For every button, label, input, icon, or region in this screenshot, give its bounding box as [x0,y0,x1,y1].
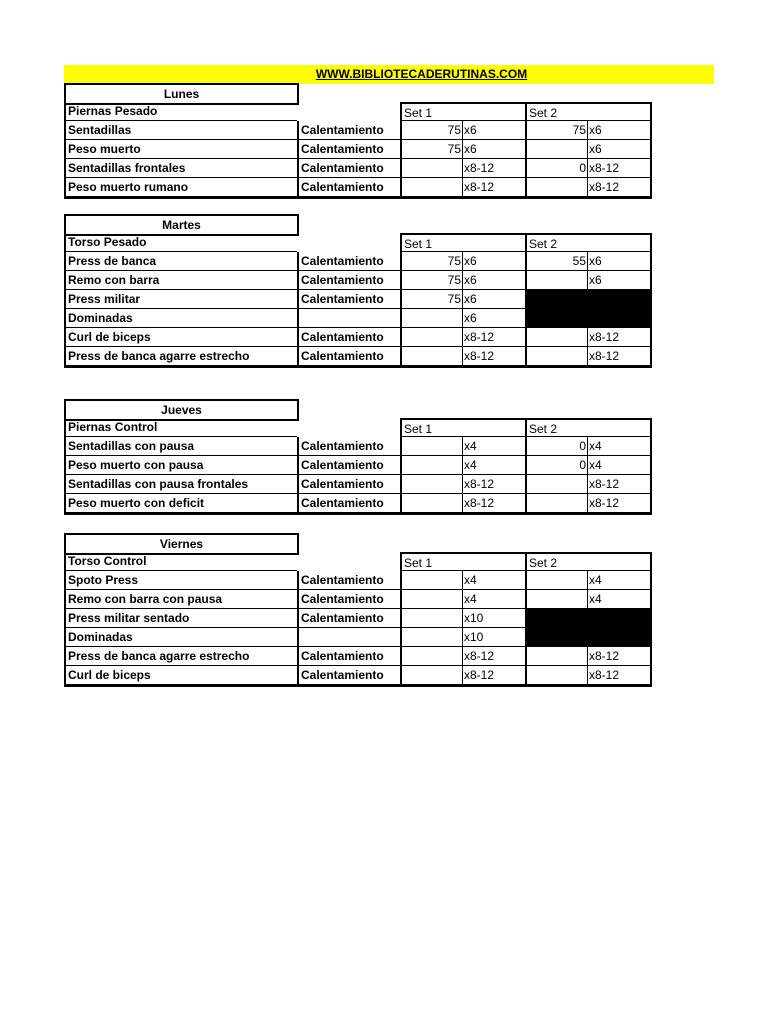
warmup-cell: Calentamiento [297,456,400,475]
day-title: Martes [64,214,299,236]
warmup-cell: Calentamiento [297,328,400,347]
exercise-name: Press militar sentado [64,609,297,628]
set2-blocked-cell [587,609,652,628]
set2-reps: x8-12 [587,647,652,666]
set1-header: Set 1 [400,418,525,437]
exercise-name: Press de banca agarre estrecho [64,647,297,666]
warmup-cell: Calentamiento [297,647,400,666]
set1-reps: x4 [462,437,525,456]
warmup-cell: Calentamiento [297,290,400,309]
set2-reps: x6 [587,271,652,290]
group-title: Piernas Pesado [64,102,297,121]
set2-weight[interactable] [525,178,587,197]
site-link[interactable]: WWW.BIBLIOTECADERUTINAS.COM [315,67,528,81]
warmup-cell [297,628,400,647]
set2-reps: x6 [587,140,652,159]
set1-reps: x6 [462,309,525,328]
table-bottom-border [64,366,652,368]
exercise-name: Peso muerto con pausa [64,456,297,475]
set1-reps: x8-12 [462,347,525,366]
set2-blocked-cell [587,290,652,309]
set2-reps: x8-12 [587,347,652,366]
set1-reps: x6 [462,290,525,309]
set2-weight[interactable]: 0 [525,456,587,475]
warmup-cell: Calentamiento [297,347,400,366]
set1-weight[interactable] [400,609,462,628]
set1-weight[interactable] [400,347,462,366]
set2-weight[interactable] [525,328,587,347]
set1-reps: x4 [462,571,525,590]
set1-header: Set 1 [400,102,525,121]
set1-weight[interactable] [400,590,462,609]
set1-weight[interactable] [400,437,462,456]
exercise-name: Sentadillas con pausa frontales [64,475,297,494]
warmup-cell: Calentamiento [297,590,400,609]
set2-blocked-cell [525,628,587,647]
set1-reps: x8-12 [462,178,525,197]
set2-blocked-cell [525,609,587,628]
set2-header: Set 2 [525,233,652,252]
set1-reps: x6 [462,121,525,140]
set1-weight[interactable] [400,328,462,347]
warmup-cell: Calentamiento [297,666,400,685]
set1-reps: x6 [462,252,525,271]
set2-blocked-cell [525,309,587,328]
warmup-cell: Calentamiento [297,437,400,456]
set1-weight[interactable]: 75 [400,271,462,290]
set2-weight[interactable] [525,271,587,290]
exercise-name: Sentadillas con pausa [64,437,297,456]
set2-reps: x8-12 [587,328,652,347]
exercise-name: Curl de biceps [64,666,297,685]
exercise-name: Dominadas [64,628,297,647]
set1-weight[interactable] [400,309,462,328]
set1-reps: x8-12 [462,494,525,513]
set1-reps: x10 [462,609,525,628]
set1-weight[interactable]: 75 [400,290,462,309]
set1-reps: x6 [462,140,525,159]
table-bottom-border [64,685,652,687]
day-title: Jueves [64,399,299,421]
set1-reps: x4 [462,456,525,475]
set2-weight[interactable] [525,140,587,159]
set1-weight[interactable]: 75 [400,252,462,271]
exercise-name: Peso muerto rumano [64,178,297,197]
exercise-name: Spoto Press [64,571,297,590]
set1-weight[interactable] [400,571,462,590]
set1-reps: x8-12 [462,328,525,347]
exercise-name: Peso muerto [64,140,297,159]
exercise-name: Sentadillas frontales [64,159,297,178]
exercise-name: Press militar [64,290,297,309]
warmup-cell: Calentamiento [297,121,400,140]
warmup-cell: Calentamiento [297,178,400,197]
set2-weight[interactable] [525,647,587,666]
exercise-name: Peso muerto con deficit [64,494,297,513]
set2-reps: x4 [587,571,652,590]
table-bottom-border [64,513,652,515]
set2-weight[interactable] [525,475,587,494]
warmup-cell [297,309,400,328]
warmup-cell: Calentamiento [297,252,400,271]
set2-weight[interactable] [525,494,587,513]
table-bottom-border [64,197,652,199]
set2-weight[interactable] [525,590,587,609]
warmup-cell: Calentamiento [297,140,400,159]
warmup-cell: Calentamiento [297,271,400,290]
exercise-name: Dominadas [64,309,297,328]
day-title: Lunes [64,83,299,105]
set1-reps: x8-12 [462,159,525,178]
exercise-name: Press de banca agarre estrecho [64,347,297,366]
set1-weight[interactable] [400,475,462,494]
set2-weight[interactable]: 55 [525,252,587,271]
set1-reps: x8-12 [462,647,525,666]
set2-reps: x4 [587,456,652,475]
set2-weight[interactable]: 0 [525,437,587,456]
set1-weight[interactable] [400,178,462,197]
set2-header: Set 2 [525,102,652,121]
set2-weight[interactable] [525,666,587,685]
exercise-name: Curl de biceps [64,328,297,347]
group-title: Torso Pesado [64,233,297,252]
set2-reps: x8-12 [587,159,652,178]
set1-reps: x8-12 [462,666,525,685]
set1-reps: x6 [462,271,525,290]
set1-header: Set 1 [400,233,525,252]
day-title: Viernes [64,533,299,555]
set2-weight[interactable]: 75 [525,121,587,140]
set1-reps: x10 [462,628,525,647]
set2-blocked-cell [525,290,587,309]
set2-reps: x8-12 [587,475,652,494]
set1-header: Set 1 [400,552,525,571]
warmup-cell: Calentamiento [297,475,400,494]
exercise-name: Remo con barra con pausa [64,590,297,609]
set2-reps: x8-12 [587,178,652,197]
set1-weight[interactable]: 75 [400,121,462,140]
set2-header: Set 2 [525,418,652,437]
set1-reps: x8-12 [462,475,525,494]
set2-reps: x8-12 [587,494,652,513]
set2-blocked-cell [587,309,652,328]
set2-reps: x4 [587,590,652,609]
exercise-name: Remo con barra [64,271,297,290]
group-title: Piernas Control [64,418,297,437]
set2-reps: x6 [587,252,652,271]
set1-reps: x4 [462,590,525,609]
set2-header: Set 2 [525,552,652,571]
set1-weight[interactable] [400,647,462,666]
set2-reps: x8-12 [587,666,652,685]
set2-blocked-cell [587,628,652,647]
exercise-name: Sentadillas [64,121,297,140]
warmup-cell: Calentamiento [297,609,400,628]
exercise-name: Press de banca [64,252,297,271]
set1-weight[interactable] [400,456,462,475]
set2-weight[interactable]: 0 [525,159,587,178]
set2-reps: x4 [587,437,652,456]
warmup-cell: Calentamiento [297,494,400,513]
warmup-cell: Calentamiento [297,159,400,178]
group-title: Torso Control [64,552,297,571]
set2-weight[interactable] [525,571,587,590]
set1-weight[interactable] [400,666,462,685]
set2-weight[interactable] [525,347,587,366]
set1-weight[interactable] [400,628,462,647]
set1-weight[interactable] [400,159,462,178]
set2-reps: x6 [587,121,652,140]
set1-weight[interactable]: 75 [400,140,462,159]
warmup-cell: Calentamiento [297,571,400,590]
set1-weight[interactable] [400,494,462,513]
